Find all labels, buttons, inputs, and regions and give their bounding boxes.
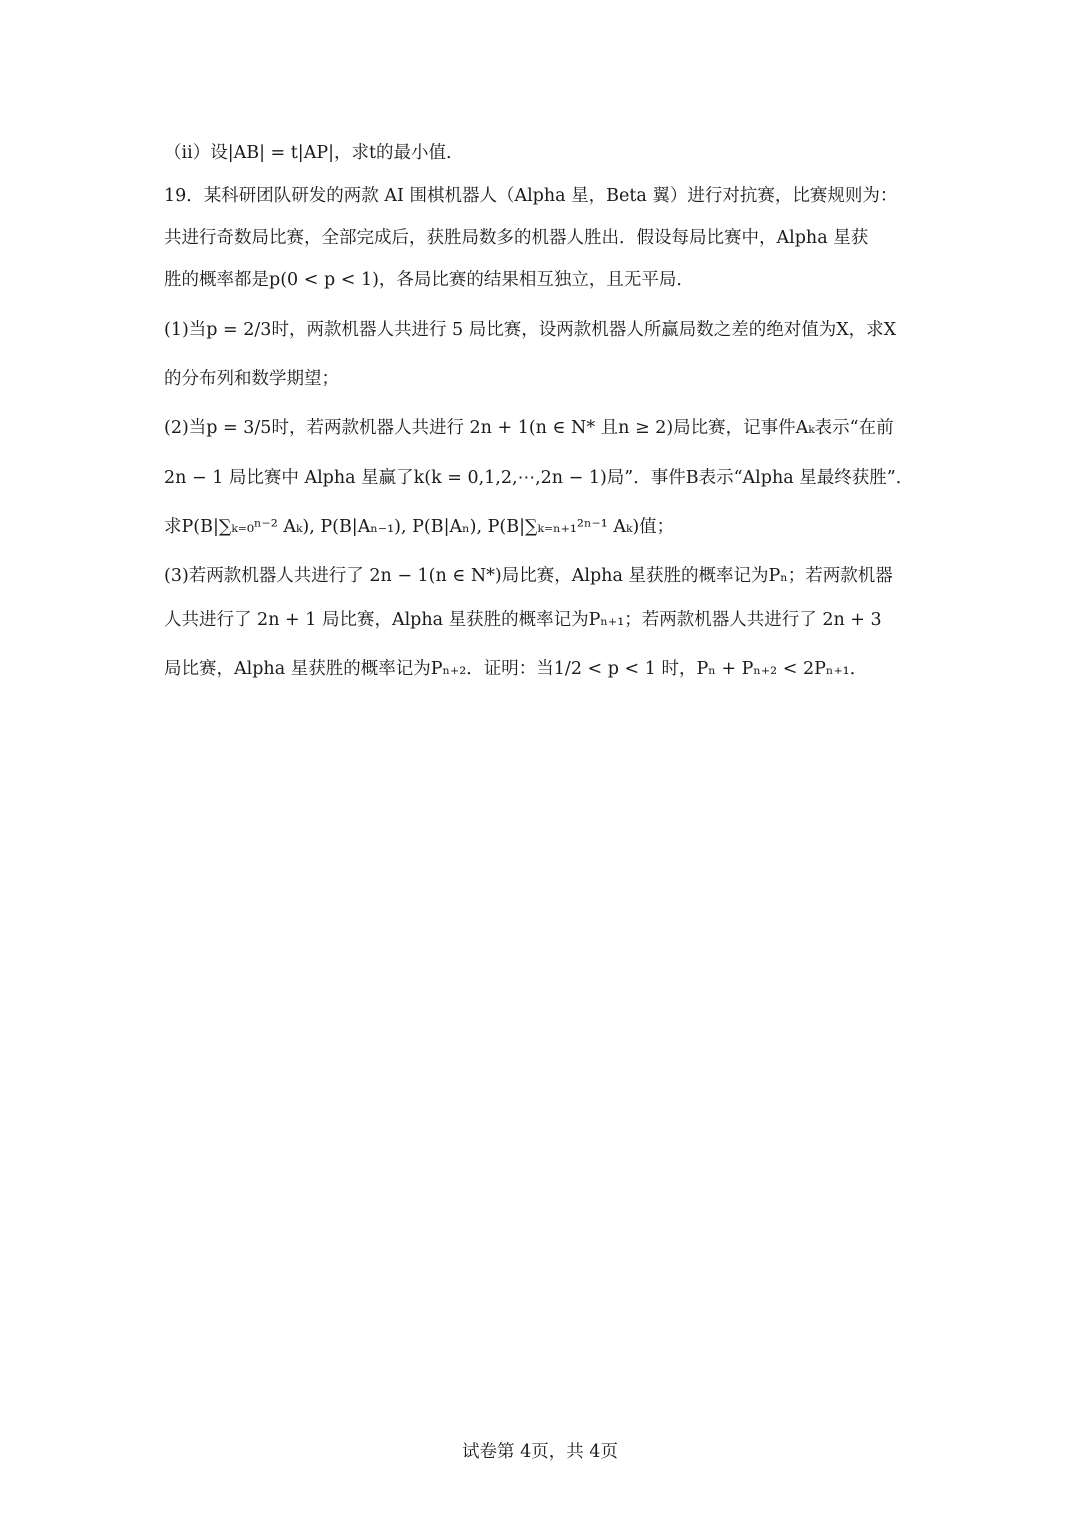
question-19-part-3-line-1: (3)若两款机器人共进行了 2n − 1(n ∈ N*)局比赛，Alpha 星获胜的概率记为Pₙ；若两款机器 [164, 566, 893, 586]
question-19-part-2-line-2: 2n − 1 局比赛中 Alpha 星赢了k(k = 0,1,2,⋯,2n − 1)局”．事件B表示“Alpha 星最终获胜”． [164, 468, 914, 488]
question-19-part-3-line-3: 局比赛，Alpha 星获胜的概率记为Pₙ₊₂．证明：当1/2 < p < 1 时，Pₙ + Pₙ₊₂ < 2Pₙ₊₁． [164, 659, 868, 679]
question-19-part-2-line-1: (2)当p = 3/5时，若两款机器人共进行 2n + 1(n ∈ N* 且n ≥ 2)局比赛，记事件Aₖ表示“在前 [164, 418, 894, 438]
question-19-part-1-line-2: 的分布列和数学期望； [164, 369, 339, 389]
question-19-part-2-line-3: 求P(B|∑ₖ₌₀ⁿ⁻² Aₖ), P(B|Aₙ₋₁), P(B|Aₙ), P(B|∑ₖ₌ₙ₊₁²ⁿ⁻¹ Aₖ)值； [164, 517, 675, 537]
question-19-line-3: 胜的概率都是p(0 < p < 1)，各局比赛的结果相互独立，且无平局． [164, 270, 694, 290]
page-footer: 试卷第 4页，共 4页 [462, 1442, 618, 1462]
question-19-line-2: 共进行奇数局比赛，全部完成后，获胜局数多的机器人胜出．假设每局比赛中，Alpha 星获 [164, 228, 869, 248]
question-19-part-3-line-2: 人共进行了 2n + 1 局比赛，Alpha 星获胜的概率记为Pₙ₊₁；若两款机器人共进行了 2n + 3 [164, 610, 882, 630]
question-19-part-1-line-1: (1)当p = 2/3时，两款机器人共进行 5 局比赛，设两款机器人所赢局数之差的绝对值为X，求X [164, 320, 897, 340]
question-19-line-1: 19．某科研团队研发的两款 AI 围棋机器人（Alpha 星，Beta 翼）进行对抗赛，比赛规则为： [164, 186, 898, 206]
question-18-part-ii: （ii）设|AB| = t|AP|，求t的最小值. [164, 143, 452, 163]
